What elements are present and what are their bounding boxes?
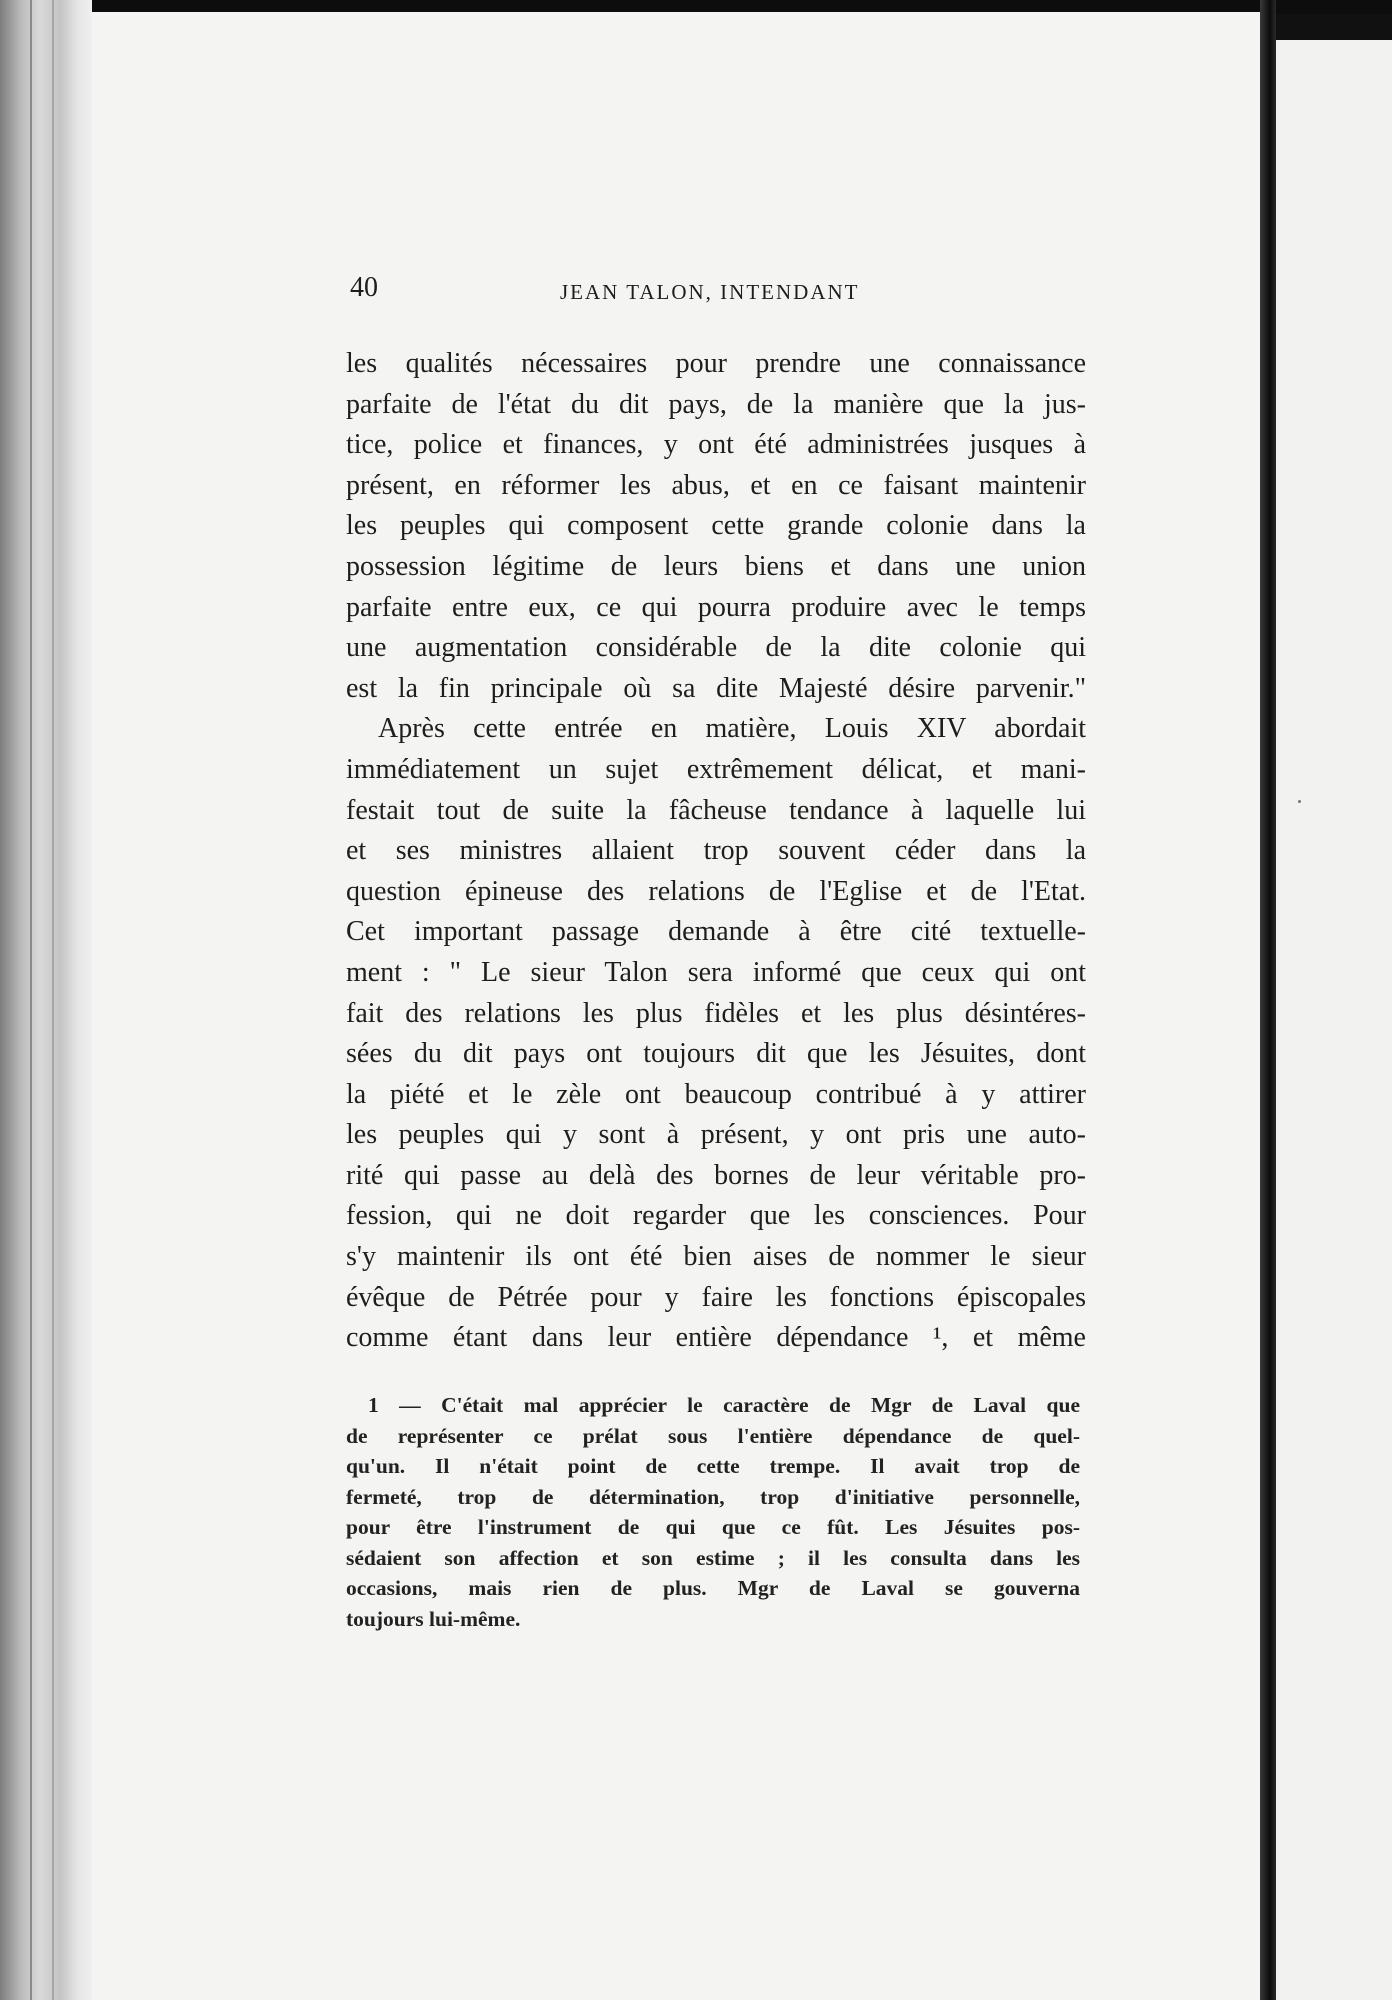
footnote-line: pour être l'instrument de qui que ce fût. Les Jésuites pos-: [346, 1515, 1080, 1539]
footnote-line: 1 — C'était mal apprécier le caractère de Mgr de Laval que: [368, 1393, 1080, 1417]
running-head: [350, 272, 1086, 312]
text-line: s'y maintenir ils ont été bien aises de nommer le sieur: [346, 1241, 1086, 1273]
footnote-line: de représenter ce prélat sous l'entière dépendance de quel-: [346, 1423, 1080, 1448]
running-title: JEAN TALON, INTENDANT: [560, 280, 860, 304]
text-line: les peuples qui y sont à présent, y ont pris une auto-: [346, 1119, 1086, 1151]
page-gutter: [1260, 0, 1276, 2000]
footnote: [346, 1390, 1080, 1634]
footnote-line: fermeté, trop de détermination, trop d'initiative personnelle,: [346, 1484, 1080, 1509]
text-line: comme étant dans leur entière dépendance ¹, et même: [346, 1322, 1086, 1354]
spine-line: [52, 0, 54, 2000]
text-line: Cet important passage demande à être cité textuelle-: [346, 916, 1086, 948]
text-line: les qualités nécessaires pour prendre une connaissance: [346, 348, 1086, 379]
footnote-line: sédaient son affection et son estime ; il les consulta dans les: [346, 1545, 1080, 1570]
text-line: et ses ministres allaient trop souvent céder dans la: [346, 835, 1086, 867]
text-line: une augmentation considérable de la dite colonie qui: [346, 632, 1086, 664]
text-line: parfaite entre eux, ce qui pourra produire avec le temps: [346, 591, 1086, 623]
text-line: possession légitime de leurs biens et dans une union: [346, 550, 1086, 582]
footnote-line: occasions, mais rien de plus. Mgr de Laval se gouverna: [346, 1576, 1080, 1600]
text-line: est la fin principale où sa dite Majesté désire parvenir.": [346, 672, 1086, 704]
text-line: les peuples qui composent cette grande colonie dans la: [346, 510, 1086, 542]
text-line: tice, police et finances, y ont été administrées jusques à: [346, 429, 1086, 461]
text-line: question épineuse des relations de l'Eglise et de l'Etat.: [346, 875, 1086, 907]
text-line: ment : " Le sieur Talon sera informé que ceux qui ont: [346, 956, 1086, 988]
text-line: présent, en réformer les abus, et en ce faisant maintenir: [346, 469, 1086, 501]
text-line: la piété et le zèle ont beaucoup contribué à y attirer: [346, 1078, 1086, 1110]
footnote-line: qu'un. Il n'était point de cette trempe. Il avait trop de: [346, 1454, 1080, 1478]
book-spine: [0, 0, 92, 2000]
paragraph-start-line: Après cette entrée en matière, Louis XIV abordait: [378, 713, 1086, 745]
text-line: sées du dit pays ont toujours dit que les Jésuites, dont: [346, 1038, 1086, 1070]
text-line: parfaite de l'état du dit pays, de la manière que la jus-: [346, 388, 1086, 420]
text-line: fait des relations les plus fidèles et les plus désintéres-: [346, 997, 1086, 1029]
text-line: festait tout de suite la fâcheuse tendance à laquelle lui: [346, 794, 1086, 826]
spine-line: [30, 0, 32, 2000]
facing-page-edge: [1276, 40, 1392, 2000]
text-line: évêque de Pétrée pour y faire les fonctions épiscopales: [346, 1281, 1086, 1313]
paper-speck: [1298, 800, 1301, 803]
text-line: fession, qui ne doit regarder que les consciences. Pour: [346, 1200, 1086, 1232]
text-line: rité qui passe au delà des bornes de leur véritable pro-: [346, 1159, 1086, 1191]
page-number: 40: [350, 272, 378, 303]
body-text: [346, 344, 1086, 1359]
text-line: immédiatement un sujet extrêmement délicat, et mani-: [346, 753, 1086, 785]
footnote-line: toujours lui-même.: [346, 1606, 521, 1631]
